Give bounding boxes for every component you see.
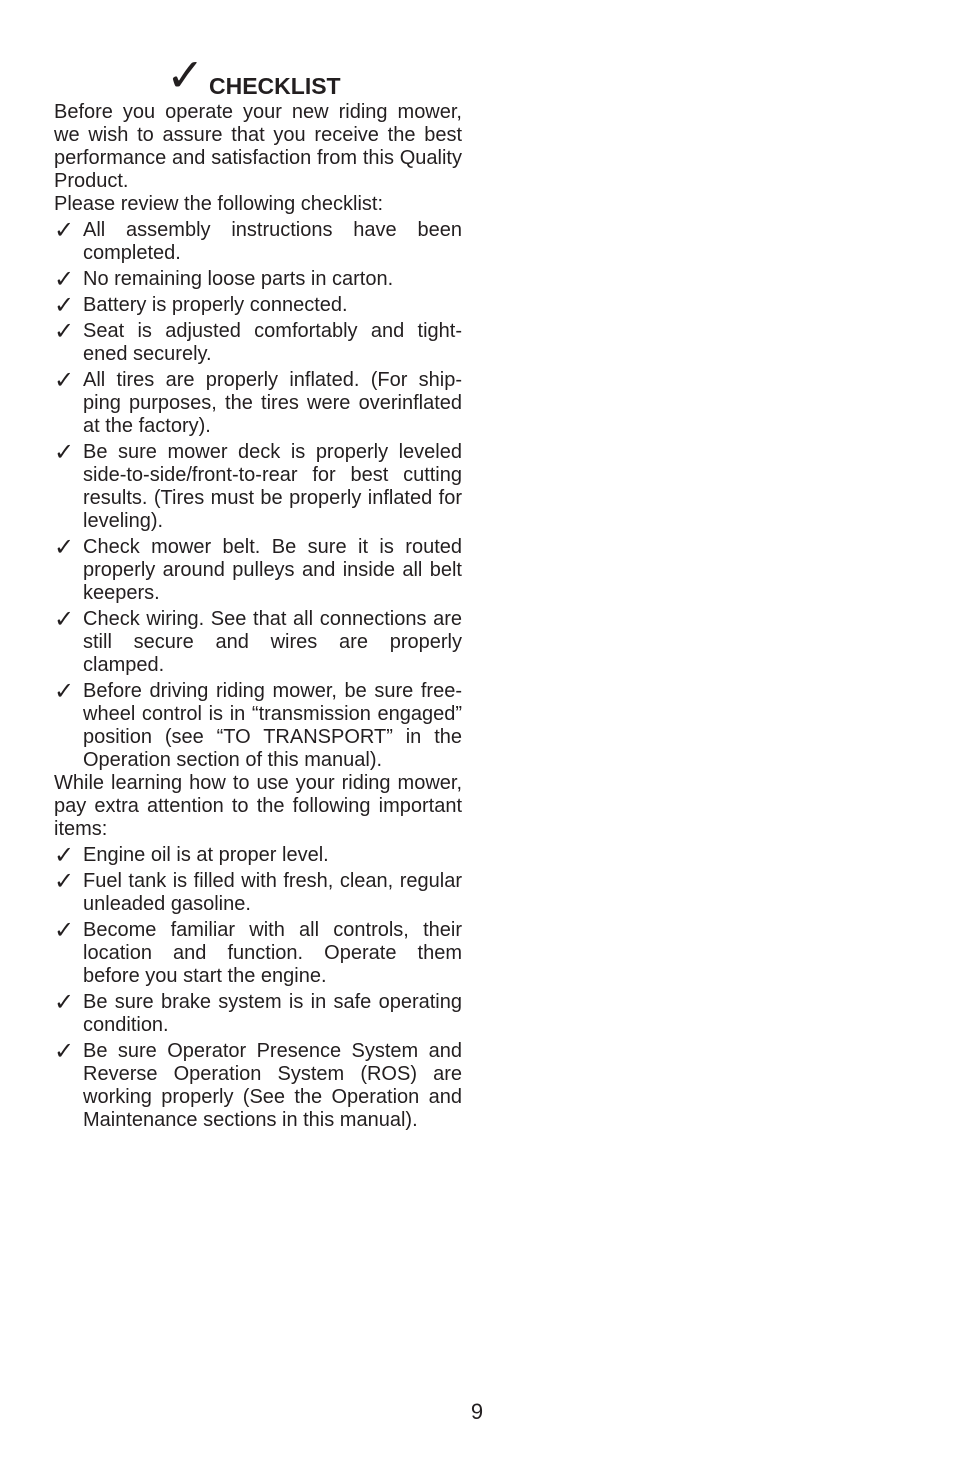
checklist-item <box>54 216 462 265</box>
checklist-item-text: All tires are properly inflated. (For ship-ping purposes, the tires were overinflated at the factory). <box>83 369 462 437</box>
checkmark-icon: ✓ <box>54 216 75 244</box>
checkmark-icon: ✓ <box>54 533 75 561</box>
checkmark-icon: ✓ <box>54 291 75 319</box>
checklist-item-text: Be sure brake system is in safe operating condition. <box>83 991 462 1036</box>
checklist-item <box>54 291 462 319</box>
checklist-item-text: No remaining loose parts in carton. <box>83 268 394 290</box>
intro-paragraph: Before you operate your new riding mower, we wish to assure that you receive the best performance and satisfaction from this Quality Product. <box>54 101 462 192</box>
checkmark-icon: ✓ <box>54 317 75 345</box>
checklist-column <box>54 48 462 1132</box>
checklist-item-text: Seat is adjusted comfortably and tight-ened securely. <box>83 320 462 365</box>
checklist-item-text: Battery is properly connected. <box>83 294 348 316</box>
checklist-item-text: Be sure mower deck is properly leveled side-to-side/front-to-rear for best cutting results. (Tires must be properly inflated for leveling). <box>83 441 462 532</box>
checklist-item <box>54 988 462 1037</box>
checkmark-icon: ✓ <box>54 841 75 869</box>
checkmark-icon: ✓ <box>54 916 75 944</box>
checkmark-icon: ✓ <box>54 867 75 895</box>
checkmark-icon: ✓ <box>54 605 75 633</box>
checklist-item <box>54 366 462 438</box>
checklist-item-text: Be sure Operator Presence System and Reverse Operation System (ROS) are working properly (See the Operation and Maintenance sections in this manual). <box>83 1040 462 1131</box>
checkmark-icon: ✓ <box>166 48 205 102</box>
checklist-item <box>54 867 462 916</box>
checkmark-icon: ✓ <box>54 265 75 293</box>
checklist-item <box>54 265 462 293</box>
checklist-item <box>54 533 462 605</box>
checklist-item <box>54 605 462 677</box>
section-heading <box>54 48 462 102</box>
checklist-item-text: Become familiar with all controls, their location and function. Operate them before you start the engine. <box>83 919 462 987</box>
checklist-item <box>54 438 462 533</box>
checklist-item <box>54 677 462 772</box>
checklist-item-text: Check mower belt. Be sure it is routed properly around pulleys and inside all belt keepers. <box>83 536 462 604</box>
checklist-item-text: Fuel tank is filled with fresh, clean, regular unleaded gasoline. <box>83 870 462 915</box>
checkmark-icon: ✓ <box>54 366 75 394</box>
checklist <box>54 216 462 772</box>
checkmark-icon: ✓ <box>54 438 75 466</box>
checklist-item <box>54 317 462 366</box>
page-number: 9 <box>470 1399 484 1424</box>
learning-paragraph: While learning how to use your riding mower, pay extra attention to the following important items: <box>54 772 462 840</box>
section-title: CHECKLIST <box>209 73 341 99</box>
checklist-item-text: Engine oil is at proper level. <box>83 844 329 866</box>
checklist-item <box>54 1037 462 1132</box>
intro-prompt: Please review the following checklist: <box>54 193 384 215</box>
learning-checklist <box>54 841 462 1132</box>
checklist-item <box>54 841 462 869</box>
checklist-item-text: Check wiring. See that all connections are still secure and wires are properly clamped. <box>83 608 462 676</box>
checkmark-icon: ✓ <box>54 1037 75 1065</box>
checkmark-icon: ✓ <box>54 988 75 1016</box>
checkmark-icon: ✓ <box>54 677 75 705</box>
checklist-item-text: All assembly instructions have been completed. <box>83 219 462 264</box>
checklist-item <box>54 916 462 988</box>
checklist-item-text: Before driving riding mower, be sure free-wheel control is in “transmission engaged” position (see “TO TRANSPORT” in the Operation section of this manual). <box>83 680 462 771</box>
